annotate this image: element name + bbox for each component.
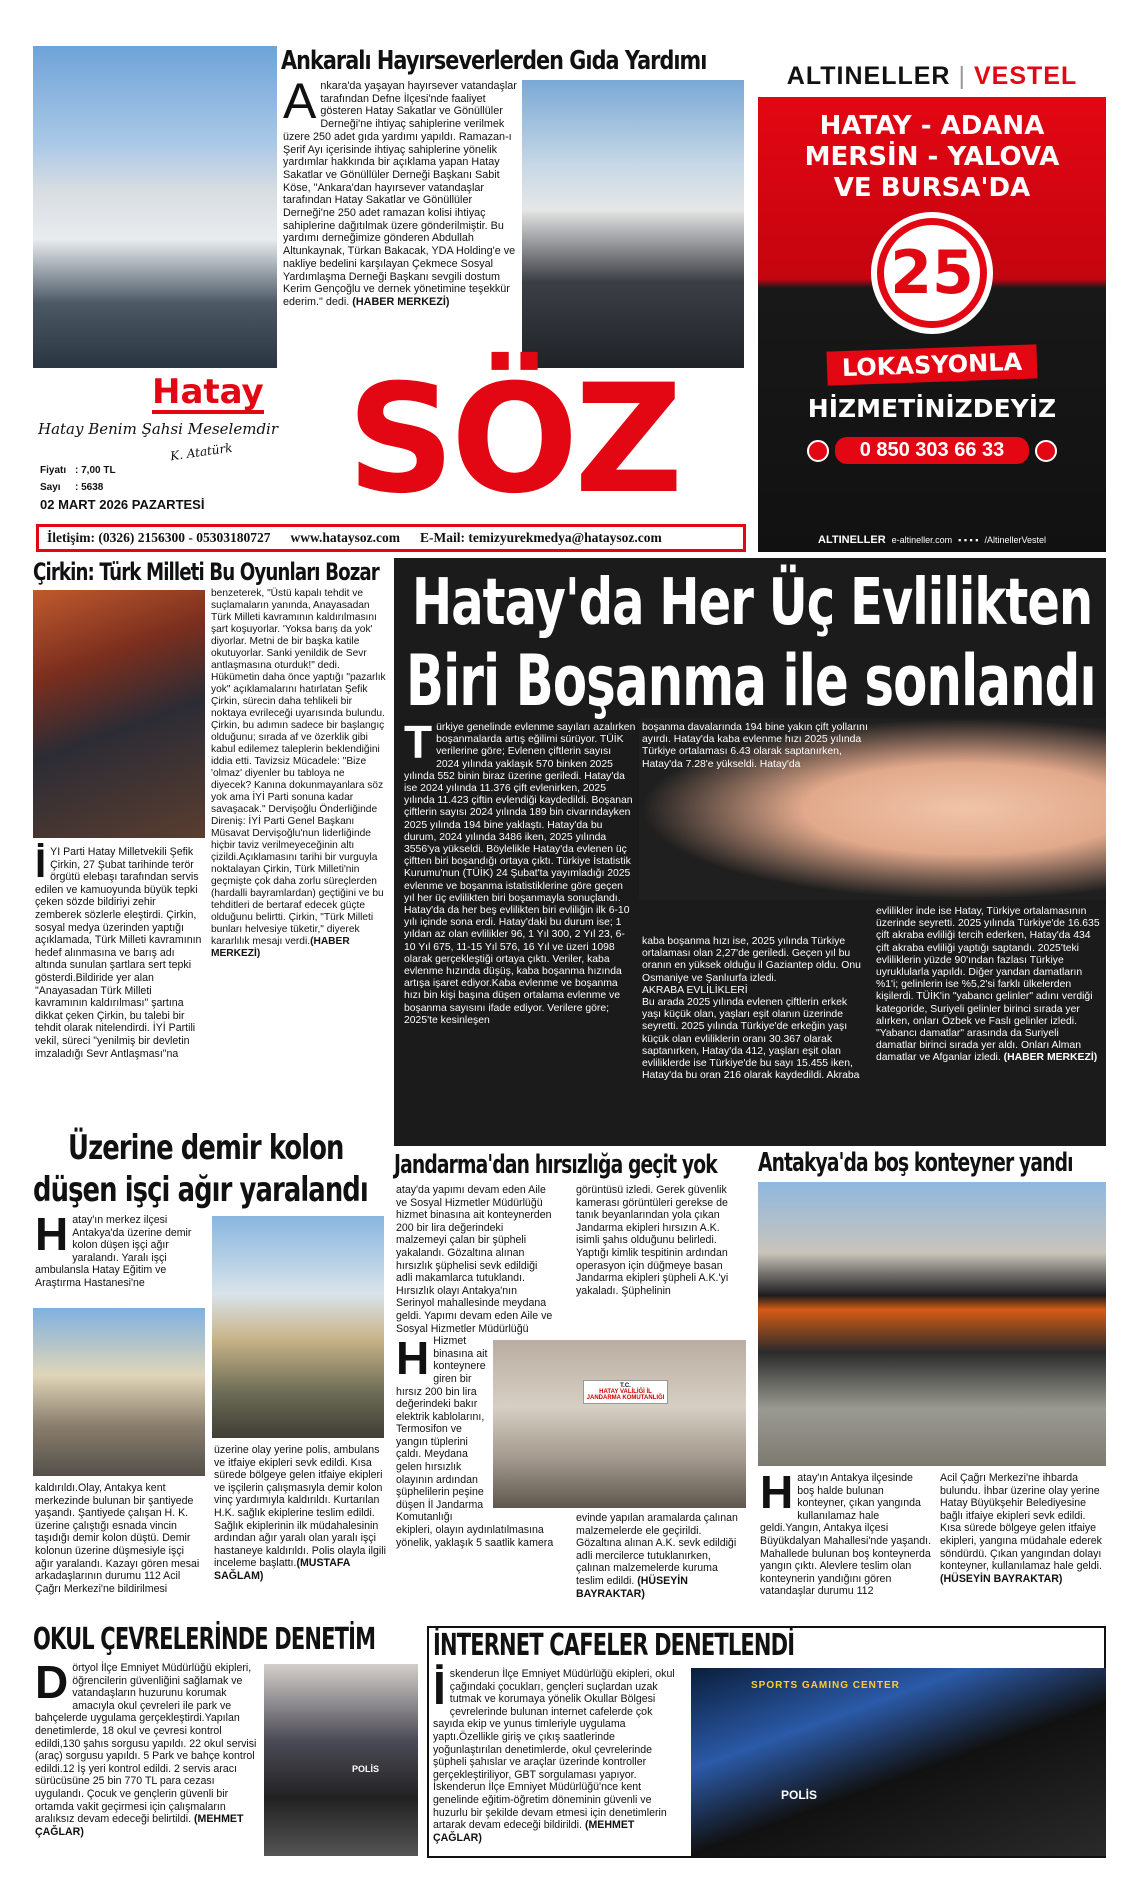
issue-number: : 5638 — [75, 482, 104, 493]
byline: (MUSTAFA SAĞLAM) — [214, 1557, 351, 1582]
masthead-logo-soz: SÖZ — [346, 353, 680, 527]
motto: Hatay Benim Şahsi Meselemdir — [38, 420, 279, 438]
price: : 7,00 TL — [75, 465, 116, 476]
ad-divider: | — [958, 61, 966, 90]
cafe-sign: SPORTS GAMING CENTER — [751, 1680, 900, 1691]
okul-police-photo — [264, 1664, 418, 1856]
ad-lokasyon: LOKASYONLA — [826, 344, 1037, 385]
food-aid-photo-left — [33, 46, 277, 368]
cirkin-body-left: İYI Parti Hatay Milletvekili Şefik Çirkin, 27 Şubat tarihinde terör örgütü elebaşı tarafından servis edilen ve kamuoyunda büyük tepki çeken sözde bildiriyi zehir zemberek sözlerle eleştirdi. Çirkin, sosyal medya üzerinden yaptığı açıklamada, Türk Milleti kavramının hedef alınmasına ve barış adı altında sunulan şartlara sert tepki gösterdi.Bildiride yer alan "Anayasadan Türk Milleti kavramının kaldırılması" şartına dikkat çeken Çirkin, bu talebi bir tehdit olarak nitelendirdi. İYİ Partili vekil, süreci "yenilmiş bir devletin imzaladığı Sevr Antlaşması"na — [35, 842, 202, 1060]
ad-count-circle — [871, 212, 993, 334]
drop-cap: A — [283, 73, 317, 129]
police-vest-text: POLİS — [352, 1764, 380, 1774]
main-body-col2-bottom: kaba boşanma hızı ise, 2025 yılında Türkiye ortalaması olan 2,27'de geriledi. Geçen yıl bu oranın en yüksek olduğu il Gaziantep oldu. Onu Osmaniye ve Şanlıurfa izledi. AKRABA EVLİLİKLERİ Bu arada 2025 yılında evlenen çiftlerin erkek yaşı küçük olan, yaşları eşit olanın üzerinde seyretti. 2025 yılında Türkiye'de erkeğin yaşı küçük olan evliliklerin oranı 30.367 olarak saptanırken, Hatay'da 412, yaşları eşit olan evliliklerde ise Türkiye'de bu sayı 15.455 iken, Hatay'da bu oran 216 olarak kaydedildi. Akraba — [642, 936, 861, 1082]
ad-phone: 0 850 303 66 33 — [835, 437, 1029, 464]
okul-body: Dörtyol İlçe Emniyet Müdürlüğü ekipleri, öğrencilerin güvenliğini sağlamak ve vatandaşların huzurunu korumak amacıyla okul çevreleri ile park ve bahçelerde uygulama gerçekleştirdi.Yapılan denetimlerde, 18 okul ve çevresi kontrol edildi,130 şahıs sorgusu yapıldı. 22 okul servisi (araç) sorgusu yapıldı. 5 Park ve bahçe kontrol edildi.12 İş yeri kontrol edildi. 2 servis aracı sürücüsüne 25 bin 770 TL para cezası uygulandı. Çocuk ve gençlerin güvenli bir ortamda vakit geçirmesi için çalışmaların aralıksız devam edeceği belirtildi. (MEHMET ÇAĞLAR) — [35, 1656, 257, 1838]
kolon-headline-2: düşen işçi ağır yaralandı — [33, 1170, 368, 1210]
ad-footer-site[interactable]: e-altineller.com — [891, 535, 953, 545]
byline: (HABER MERKEZİ) — [1003, 1052, 1098, 1064]
ad-footer-brand: ALTINELLER — [818, 534, 886, 546]
internet-headline: İNTERNET CAFELER DENETLENDİ — [433, 1628, 795, 1663]
konteyner-headline: Antakya'da boş konteyner yandı — [758, 1148, 1073, 1178]
byline: (MEHMET ÇAĞLAR) — [433, 1819, 635, 1844]
ad-brand-vestel: VESTEL — [973, 61, 1078, 90]
byline: (HÜSEYİN BAYRAKTAR) — [940, 1572, 1063, 1585]
food-aid-body: Ankara'da yaşayan hayırsever vatandaşlar tarafından Defne İlçesi'nde faaliyet gösteren Hatay Sakatlar ve Gönüllüler Derneği'ne ihtiyaç sahiplerine verilmek üzere 250 adet gıda yardımı yapıldı. Ramazan-ı Şerif Ayı içerisinde ihtiyaç sahiplerine yönelik yardımlar hakkında bir açıklama yapan Hatay Sakatlar ve Gönüllüler Derneği Başkanı Sabit Köse, "Ankara'dan hayırsever vatandaşlar tarafından Hatay Sakatlar ve Gönüllüler Derneği'ne 250 adet ramazan kolisi ihtiyaç sahiplerine dağıtılmak üzere gönderilmiştir. Bu yardımı derneğimize gönderen Abdullah Altunkaynak, Türkan Bakacak, YDA Holding'e ve nakliye bedelini karşılayan Çekmece Sosyal Yardımlaşma Derneği Başkanı sevgili dostum Kerim Gençoğlu ve dernek yönetimine teşekkür ederim." dedi. (HABER MERKEZİ) — [283, 73, 517, 308]
ad-footer-social[interactable]: /AltinellerVestel — [984, 535, 1046, 545]
kolon-photo-workers — [33, 1308, 205, 1476]
cirkin-body-right: benzeterek, "Üstü kapalı tehdit ve suçlamaların yanında, Anayasadan Türk Milleti kavramının kaldırılmasını şart koşuyorlar. 'Yoksa barış da yok' diyorlar. Metni de bir başka katile okutuyorlar. Sanki yenildik de Sevr antlaşmasına oturduk!" dedi. Hükümetin daha önce yaptığı "pazarlık yok" açıklamalarını hatırlatan Şefik Çirkin, sürecin daha tehlikeli bir noktaya evrileceği uyarısında bulundu. Çirkin, bu adımın sadece bir başlangıç olduğunu; sırada af ve özerklik gibi kabul edilemez taleplerin beklendiğini iddia etti. Tavizsiz Mücadele: "Bize 'olmaz' diyenler bu tabloya ne diyecek? Kanına dokunmayanlara söz yok ama İYİ Parti sonuna kadar savaşacak." Dervişoğlu Önderliğinde Direniş: İYİ Parti Genel Başkanı Müsavat Dervişoğlu'nun liderliğinde hiçbir taviz verilmeyeceğinin altı çizildi.Açıklamasını tarihi bir vurguyla noktalayan Çirkin, Türk Milleti'nin geçmişte çok daha zorlu süreçlerden (hardalli bayramlardan) geçtiğini ve bu tehditleri de bertaraf edecek güçte olduğunu belirtti. Çirkin, "Türk Milleti bunları helvesiye tüketir," diyerek kararlılık mesajı verdi.(HABER MERKEZİ) — [211, 588, 386, 959]
jandarma-body-right-top: görüntüsü izledi. Gerek güvenlik kamerası görüntüleri gerekse de tanık beyanlarından yola çıkan Jandarma ekipleri hırsızın A.K. isimli şahıs olduğunu belirledi. Yaptığı kimlik tespitinin ardından operasyon için düğmeye basan Jandarma ekipleri şüpheli A.K.'yi yakaladı. Şüphelinin — [576, 1184, 729, 1297]
kolon-headline-1: Üzerine demir kolon — [68, 1128, 344, 1168]
subhead-akraba: AKRABA EVLİLİKLERİ — [642, 984, 748, 996]
kolon-body-left: kaldırıldı.Olay, Antakya kent merkezinde bulunan bir şantiyede yaşandı. Şantiyede çalışan H. K. üzerine çalıştığı esnada vincin taşıdığı demir kolon düştü. Demir kolonun üzerine düşmesiyle işçi ağır yaralandı. Kazayı gören mesai arkadaşlarının durumu 112 Acil Çağrı Merkezi'ne bildirilmesi — [35, 1482, 200, 1595]
date: 02 MART 2026 PAZARTESİ — [40, 497, 205, 512]
main-body-col1: Türkiye genelinde evlenme sayıları azalırken boşanmalarda artış eğilimi sürüyor. TÜİK verilerine göre; Evlenen çiftlerin sayısı 2024 yılında yaklaşık 570 binken 2025 yılında 552 binin biraz üzerine geriledi. Hatay'da ise 2024 yılında 11.376 çift evlenirken, 2025 yılında 11.423 çiftin evlendiği kaydedildi. Boşanan çiftlerin sayısı 2024 yılında 189 bin civarındayken 2025 yılında 194 bine yaklaştı. Hatay'da bu durum, 2024 yılında 3486 iken, 2025 yılında 3556'ya yükseldi. Böylelikle Hatay'da evlenen üç çiftten biri boşandığı ortaya çıktı. Türkiye İstatistik Kurumu'nun (TÜİK) 24 Şubat'ta yayımladığı 2025 evlenme ve boşanma istatistiklerine göre geçen yıl her üç evlilikten biri boşanmayla sonuçlandı. Hatay'da da her beş evlilikten biri evliliğin ilk 6-10 yılı içinde sona erdi. Hatay'daki bu durum ise; 1 yıldan az olan evlilikler 96, 1 Yıl 300, 2 Yıl 23, 6-10 Yıl 675, 11-15 Yıl 576, 16 Yıl ve üzeri 1098 olarak gerçekleştiği ortaya çıktı. Veriler, kaba evlenme hızında düşüş, kaba boşanma hızında artışa işaret ediyor.Kaba evlenme ve boşanma hızı bin kişi başına düşen ortalama evlenme ve boşanma sayısını ifade ediyor. Verilere göre; 2025'te kesinleşen — [404, 716, 636, 1026]
issue-label: Sayı — [40, 482, 61, 493]
okul-headline: OKUL ÇEVRELERİNDE DENETİM — [33, 1622, 376, 1657]
konteyner-body-right: Acil Çağrı Merkezi'ne ihbarda bulundu. İhbar üzerine olay yerine Hatay Büyükşehir Belediyesine bağlı itfaiye ekipleri sevk edildi. Kısa sürede bölgeye gelen itfaiye ekipleri, yangına müdahale ederek söndürdü. Çıkan yangından dolayı konteyner, kullanılamaz hale geldi. (HÜSEYİN BAYRAKTAR) — [940, 1472, 1102, 1585]
altineller-vestel-ad[interactable] — [758, 55, 1106, 552]
byline: (HABER MERKEZİ) — [352, 295, 450, 308]
kolon-body-top: Hatay'ın merkez ilçesi Antakya'da üzerine demir kolon düşen işçi ağır yaralandı. Yaralı işçi ambulansla Hatay Eğitim ve Araştırma Hastanesi'ne — [35, 1208, 192, 1289]
byline: (MEHMET ÇAĞLAR) — [35, 1813, 244, 1838]
byline: (HÜSEYİN BAYRAKTAR) — [576, 1574, 688, 1600]
main-headline-2: Biri Boşanma ile sonlandı — [406, 640, 1096, 722]
main-story-box — [394, 558, 1106, 1146]
ad-cities-3: VE BURSA'DA — [833, 173, 1031, 203]
contact-bar — [36, 524, 746, 552]
email-link[interactable]: E-Mail: temizyurekmedya@hataysoz.com — [419, 530, 662, 545]
jandarma-body-left: H atay'da yapımı devam eden Aile ve Sosyal Hizmetler Müdürlüğü hizmet binasına ait konteynerden 200 bir lira değerindeki malzemeyi çalan bir şüpheli yakalandı. Gözaltına alınan hırsızlık şüphelisi sevk edildiği adli makamlarca tutuklandı. Hırsızlık olayı Antakya'nın Serinyol mahallesinde meydana geldi. Yapımı devam eden Aile ve Sosyal Hizmetler Müdürlüğü Hizmet binasına ait konteynere giren bir hırsız 200 bin lira değerindeki bakır elektrik kablolarını, Termosifon ve yangın tüplerini çaldı. Meydana gelen hırsızlık olayının ardından şüphelilerin peşine düşen İl Jandarma Komutanlığı ekipleri, olayın aydınlatılmasına yönelik, yaklaşık 5 saatlik kamera — [396, 1184, 556, 1549]
ad-hizmet: HİZMETİNİZDEYİZ — [807, 394, 1057, 423]
phone-icon — [1035, 440, 1057, 462]
jandarma-headline: Jandarma'dan hırsızlığa geçit yok — [394, 1150, 717, 1180]
byline: (HABER MERKEZİ) — [211, 936, 350, 959]
kolon-photo-crane — [212, 1216, 384, 1438]
price-label: Fiyatı — [40, 465, 67, 476]
kolon-body-right: üzerine olay yerine polis, ambulans ve itfaiye ekipleri sevk edildi. Kısa sürede bölgeye gelen itfaiye ekipleri ve işçilerin çalışmasıyla demir kolon vinç yardımıyla kaldırıldı. Kurtarılan H.K. sağlık ekiplerine teslim edildi. Sağlık ekiplerinin ilk müdahalesinin ardından ağır yaralı olan yaralı işçi hastaneye kaldırıldı. Polis olayla ilgili inceleme başlattı.(MUSTAFA SAĞLAM) — [214, 1444, 386, 1582]
ad-count: 25 — [884, 225, 980, 321]
main-body-col2-top: boşanma davalarında 194 bine yakın çift yollarını ayırdı. Hatay'da kaba evlenme hızı 2025 yılında Türkiye ortalaması 6.43 olarak saptanırken, Hatay'da 7.28'e yükseldi. Hatay'da — [642, 722, 868, 770]
contact-phone: İletişim: (0326) 2156300 - 05303180727 — [47, 530, 271, 545]
ad-panel — [758, 97, 1106, 552]
police-vest-text: POLİS — [781, 1788, 818, 1802]
ad-phone-button[interactable] — [807, 437, 1057, 464]
social-icons: ▪ ▪ ▪ ▪ — [958, 535, 979, 545]
whatsapp-icon — [807, 440, 829, 462]
website-link[interactable]: www.hataysoz.com — [290, 530, 400, 545]
cirkin-headline: Çirkin: Türk Milleti Bu Oyunları Bozar — [33, 558, 379, 586]
food-aid-headline: Ankaralı Hayırseverlerden Gıda Yardımı — [281, 46, 707, 76]
cirkin-photo — [33, 590, 205, 838]
ad-cities-1: HATAY - ADANA — [819, 111, 1045, 141]
jandarma-sign: T.C. HATAY VALİLİĞİ İL JANDARMA KOMUTANLIĞI — [583, 1380, 668, 1404]
photo-wrap-area — [490, 1338, 556, 1512]
ad-cities-2: MERSİN - YALOVA — [804, 142, 1060, 172]
internet-body: İskenderun İlçe Emniyet Müdürlüğü ekipleri, okul çağındaki çocukları, gençleri suçlardan uzak tutmak ve korumaya yönelik Okullar Bölgesi çevrelerinde bulunan internet cafelerde çok sayıda ekip ve yunus timleriyle uygulama yaptı.Özellikle giriş ve çıkış saatlerinde yoğunlaştırılan denetimlerde, okul çevrelerinde şüpheli şahıslar ve araçlar üzerinde kontroller gerçekleştiriliyor, GBT sorgulaması yapıyor. İskenderun İlçe Emniyet Müdürlüğü'nce kent genelinde eğitim-öğretim döneminin güvenli ve huzurlu bir şekilde devam etmesi için denetimlerin artarak devam edeceği bildirildi. (MEHMET ÇAĞLAR) — [433, 1662, 675, 1844]
konteyner-fire-photo — [758, 1182, 1106, 1466]
ad-brand-altineller: ALTINELLER — [786, 61, 951, 90]
main-body-col3: evlilikler inde ise Hatay, Türkiye ortalamasının üzerinde seyretti. 2025 yılında Türkiye'de 16.635 çift akraba evliliği tercih ederken, Hatay'da 434 çift akraba evliliği yaptığı saptandı. 2025'teki evliliklerin yüzde 90'ından fazlası Türkiye uyruklularla yapıldı. Diğer yandan damatların %1'i; gelinlerin ise %5,2'si farklı ülkelerden kişilerdi. TÜİK'in "yabancı gelinler" adını verdiği kategoride, Suriyeli gelinler birinci sırada yer alırken, onları Özbek ve Faslı gelinler izledi. "Yabancı damatlar" arasında da Suriyeli damatlar birinci sırada yer aldı. Onları Alman damatlar ve Afganlar izledi. (HABER MERKEZİ) — [876, 906, 1100, 1064]
main-headline-1: Hatay'da Her Üç Evlilikten — [412, 566, 1093, 640]
internet-story-box — [427, 1626, 1106, 1858]
jandarma-body-right-bottom: evinde yapılan aramalarda çalınan malzemelerde ele geçirildi. Gözaltına alınan A.K. sevk edildiği adli mercilerce tutuklanırken, çalınan malzemelerde kuruma teslim edildi. (HÜSEYİN BAYRAKTAR) — [576, 1512, 738, 1600]
brand-small-hatay: Hatay — [152, 372, 264, 412]
konteyner-body-left: Hatay'ın Antakya ilçesinde boş halde bulunan konteyner, çıkan yangında kullanılamaz hale geldi.Yangın, Antakya ilçesi Büyükdalyan Mahallesi'nde yaşandı. Mahallede bulunan boş konteynerda yangın çıktı. Alevlere teslim olan konteynerin yandığını gören vatandaşlar durumu 112 — [760, 1466, 932, 1598]
food-aid-photo-right — [522, 80, 744, 368]
signature: K. Atatürk — [169, 440, 234, 464]
internet-cafe-police-photo — [691, 1668, 1106, 1856]
